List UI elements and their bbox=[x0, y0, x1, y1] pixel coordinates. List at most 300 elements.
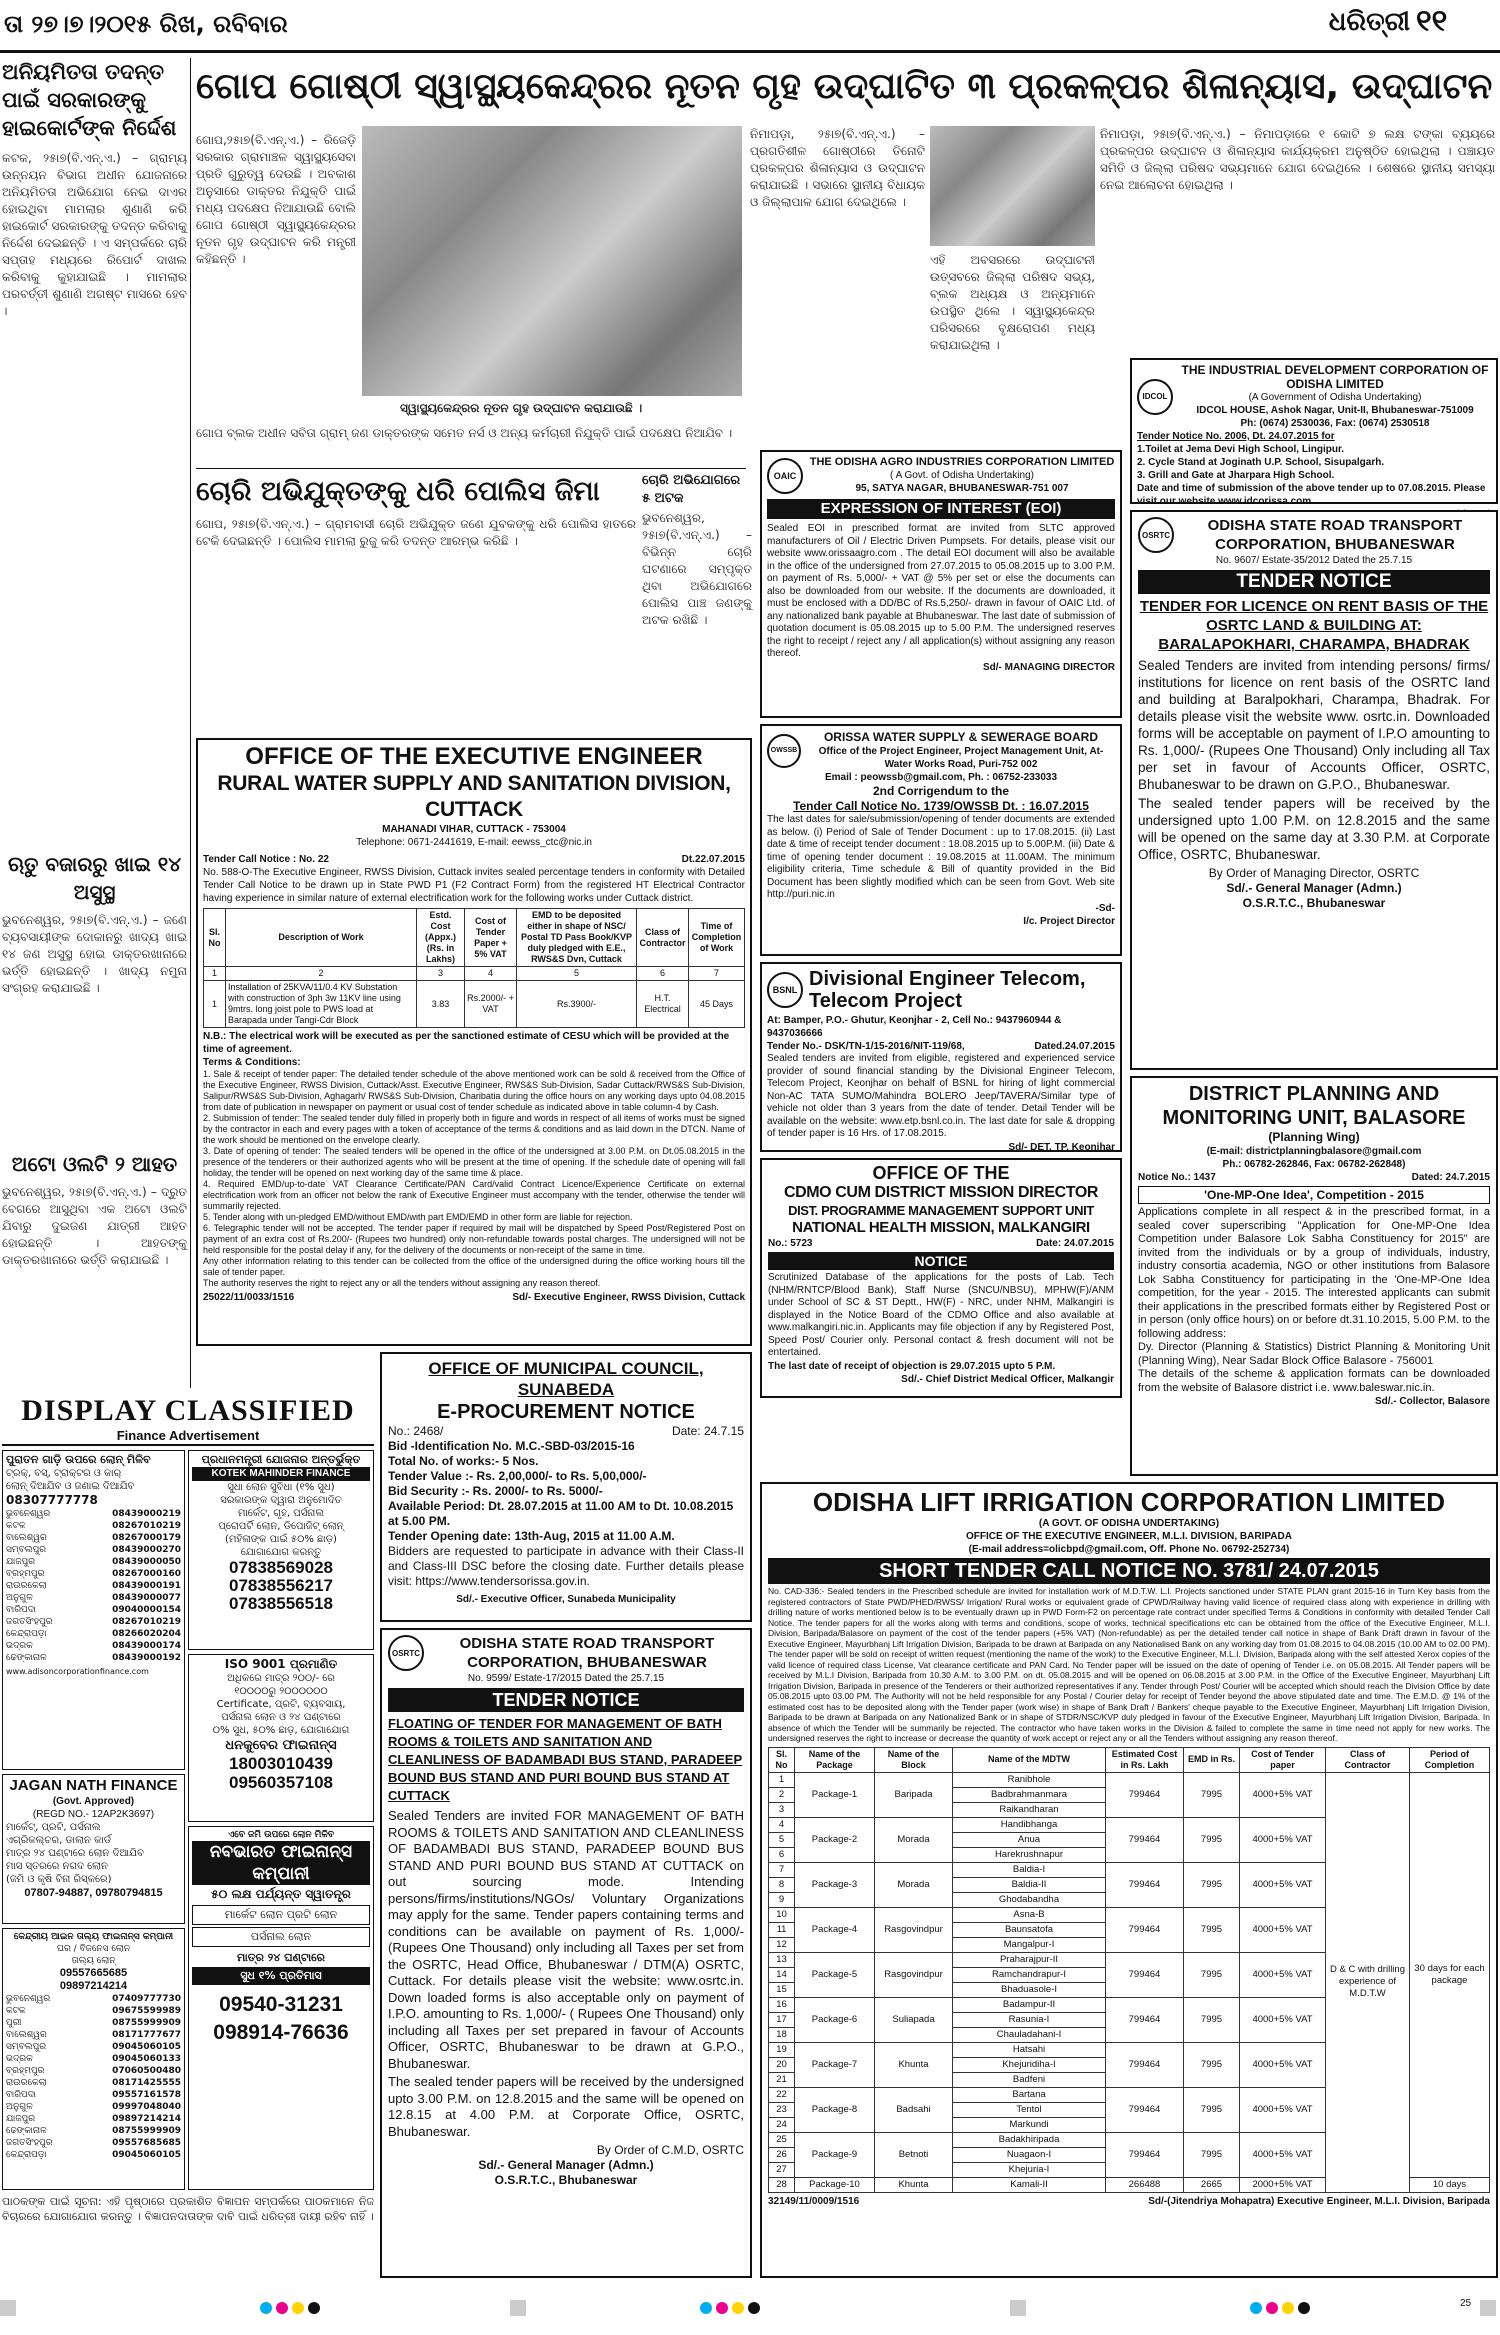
bsnl-title: Divisional Engineer Telecom, Telecom Project bbox=[809, 968, 1086, 1012]
phone-city: ଢେଙ୍କାନାଳ bbox=[6, 2126, 47, 2136]
theft-headline-2: ଚୋରି ଅଭିଯୋଗରେ ୫ ଅଟକ bbox=[642, 473, 741, 506]
classified-block-2 bbox=[188, 1450, 374, 1650]
cls1-head: ପୁରାତନ ଗାଡ଼ି ଉପରେ ଲୋନ୍ ମିଳିବ bbox=[6, 1453, 151, 1466]
phone-list-row bbox=[6, 1616, 181, 1628]
lead-body-2: ଗୋପ ବ୍ଲକ ଅଧୀନ ସବିତା ଗ୍ରାମ୍ ଜଣ ଡାକ୍ତରଙ୍କ ସମେତ ନର୍ସ ଓ ଅନ୍ୟ କର୍ମଚାରୀ ନିଯୁକ୍ତି ପାଇଁ ପଦକ୍ଷେପ ନିଆଯିବ । bbox=[196, 426, 733, 440]
olic-ref: 32149/11/0009/1516 bbox=[768, 2195, 860, 2207]
phone-number: 08267000160 bbox=[112, 1569, 181, 1579]
olic-cell: Khejuridiha-I bbox=[953, 2057, 1106, 2072]
phone-number: 08439000191 bbox=[112, 1581, 181, 1591]
lead-body-1: ଗୋପ,୨୫ା୭(ବି.ଏନ୍.ଏ.) – ରିଜେଡ଼ି ସରକାର ଗ୍ରାମାଞ୍ଚଳ ସ୍ୱାସ୍ଥ୍ୟସେବା ପ୍ରତି ଗୁରୁତ୍ୱ ଦେଉଛି । ଅବକାଶ ଅନୁସାରେ ଡାକ୍ତର ନିଯୁକ୍ତି ପାଇଁ ମଧ୍ୟ ପଦକ୍ଷେପ ନିଆଯାଉଛି ବୋଲି ଗୋପ ଗୋଷ୍ଠୀ ସ୍ୱାସ୍ଥ୍ୟକେନ୍ଦ୍ରର ନୂତନ ଗୃହ ଉଦ୍‌ଘାଟନ କରି ମନ୍ତ୍ରୀ କହିଛନ୍ତି । bbox=[196, 133, 356, 266]
rwss-ref: 25022/11/0033/1516 bbox=[203, 1292, 295, 1303]
owssb-logo-icon: OWSSB bbox=[767, 734, 801, 768]
olic-cell: 799464 bbox=[1106, 2042, 1184, 2087]
olic-cell: 22 bbox=[769, 2087, 795, 2102]
phone-number: 08267000179 bbox=[112, 1533, 181, 1543]
phone-list-row bbox=[6, 2137, 181, 2149]
masthead-rule bbox=[0, 50, 1500, 53]
rwss-th: Cost of Tender Paper + 5% VAT bbox=[465, 909, 517, 967]
olic-cell: Asna-B bbox=[953, 1907, 1106, 1922]
olic-cell: Badakhiripada bbox=[953, 2132, 1106, 2147]
phone-list-row bbox=[6, 2125, 181, 2137]
olic-cell: Kamali-II bbox=[953, 2177, 1106, 2192]
rwss-cell: 3.83 bbox=[417, 981, 465, 1028]
theft-headline: ଚୋରି ଅଭିଯୁକ୍ତଙ୍କୁ ଧରି ପୋଲିସ ଜିମା bbox=[196, 476, 600, 507]
rwss-cell: 45 Days bbox=[689, 981, 745, 1028]
olic-cell: 799464 bbox=[1106, 1817, 1184, 1862]
sunabeda-date: Date: 24.7.15 bbox=[671, 1424, 744, 1438]
phone-number: 08171777677 bbox=[112, 2030, 181, 2040]
phone-number: 08755999909 bbox=[112, 2018, 181, 2028]
phone-city: କେନ୍ଦ୍ରାପଡ଼ା bbox=[6, 1629, 47, 1639]
nhm-body: Scrutinized Database of the applications for the posts of Lab. Tech (NHM/RNTCP/Blood Bank), Staff Nurse (SNCU/NBSU), MPHW(F)/ANM under School of SC & ST Deptt., HW(F) - NRC, under NHM, Malkangiri is displayed in the Notice Board of the CDMO Office and also available at www.malkangiri.nic.in. Applicants may file objection if any by Registered Post, Speed Post/ Courier only. Personal contact & fresh document will not be entertained. bbox=[768, 1272, 1114, 1358]
cls6-phone: 09540-31231 bbox=[219, 1993, 343, 2016]
theft-rule bbox=[196, 468, 746, 469]
olic-th: Name of the Package bbox=[795, 1747, 875, 1772]
agro-sub: ( A Govt. of Odisha Undertaking) bbox=[890, 470, 1034, 481]
phone-number: 09045060105 bbox=[112, 2042, 181, 2052]
olic-th: Sl. No bbox=[769, 1747, 795, 1772]
rwss-th: Estd. Cost (Appx.) (Rs. in Lakhs) bbox=[417, 909, 465, 967]
olic-cell: 4000+5% VAT bbox=[1240, 2132, 1326, 2177]
olic-cell: Suliapada bbox=[875, 1997, 953, 2042]
phone-number: 09045060133 bbox=[112, 2054, 181, 2064]
osrtc2-sign-1: Sd/.- General Manager (Admn.) bbox=[478, 2158, 654, 2172]
phone-list-row bbox=[6, 2053, 181, 2065]
nhm-line-2: CDMO CUM DISTRICT MISSION DIRECTOR bbox=[783, 1184, 1099, 1201]
osrtc2-by: By Order of C.M.D, OSRTC bbox=[596, 2143, 744, 2157]
phone-list-row bbox=[6, 1580, 181, 1592]
nhm-date: Date: 24.07.2015 bbox=[1036, 1238, 1114, 1249]
left-headline-1: ଅନିୟମିତତା ତଦନ୍ତ ପାଇଁ ସରକାରଙ୍କୁ ହାଇକୋର୍ଟଙ୍କ ନିର୍ଦ୍ଦେଶ bbox=[2, 60, 177, 140]
cls5-phone: 09557665685 bbox=[59, 1967, 128, 1979]
ad-rwss bbox=[196, 738, 752, 1346]
olic-cell: 7995 bbox=[1184, 1817, 1240, 1862]
rwss-title-1: OFFICE OF THE EXECUTIVE ENGINEER bbox=[245, 743, 703, 770]
cls2-line: (ମହିଳାଙ୍କ ପାଇଁ ୫୦% ଛାଡ଼) bbox=[225, 1534, 337, 1545]
olic-cell: 799464 bbox=[1106, 2087, 1184, 2132]
sunabeda-line: Total No. of works:- 5 Nos. bbox=[388, 1454, 539, 1468]
cls2-line: ସୁଧା ଲୋନ ସୁବିଧା (୧% ସୁଧ) bbox=[227, 1482, 335, 1493]
osrtc2-body-2: The sealed tender papers will be received by the undersigned upto 3.00 P.M. on 12.8.2015 and the same will be opened on 12.8.15 at 4.00 P.M. at Corporate Office, OSRTC, Bhubaneswar. bbox=[388, 2074, 744, 2139]
sunabeda-no: No.: 2468/ bbox=[388, 1424, 444, 1438]
dpmu-comp: 'One-MP-One Idea', Competition - 2015 bbox=[1138, 1186, 1490, 1204]
rwss-cell: 1 bbox=[204, 981, 226, 1028]
nhm-line-4: NATIONAL HEALTH MISSION, MALKANGIRI bbox=[792, 1219, 1090, 1236]
cls5-phone: 09897214214 bbox=[59, 1980, 128, 1992]
color-dots bbox=[700, 2302, 760, 2314]
olic-title: ODISHA LIFT IRRIGATION CORPORATION LIMITED bbox=[812, 1487, 1446, 1517]
sunabeda-sign: Sd/.- Executive Officer, Sunabeda Municipality bbox=[456, 1594, 676, 1605]
olic-cell: Package-8 bbox=[795, 2087, 875, 2132]
olic-cell: 20 bbox=[769, 2057, 795, 2072]
phone-list-row bbox=[6, 1652, 181, 1664]
olic-cell: Markundi bbox=[953, 2117, 1106, 2132]
rwss-th: EMD to be deposited either in shape of NSC/ Postal TD Pass Book/KVP duly pledged with E.E., RWS&S Dvn, Cuttack bbox=[517, 909, 637, 967]
cls6-head: ନବଭାରତ ଫାଇନାନ୍ସ କମ୍ପାନୀ bbox=[192, 1841, 370, 1885]
osrtc2-body: Sealed Tenders are invited FOR MANAGEMENT OF BATH ROOMS & TOILETS AND SANITATION AND CLEANLINESS OF BADAMBADI BUS STAND, PARADEEP BOUND BUS STAND AND PURI BOUND BUS STAND AT CUTTACK on out sourcing mode. Intending persons/firms/institutions/NGOs/ Voluntary Organizations may apply for the same. Tender papers containing terms and conditions can be available on payment of Rs. 1,000/- (Rupees One Thousand) only including all Taxes per set from the OSRTC, Head Office, Bhubaneswar / DTM(A) OSRTC, Cuttack. For details please visit the website: www.osrtc.in. Down loaded forms is also acceptable only on payment of I.P.O. amounting to Rs. 1,000/- ( Rupees One Thousand) only including all Taxes per set prepared in favour of Accounts Officer, OSRTC, Bhubaneswar to be drawn at G.P.O., Bhubaneswar. bbox=[388, 1808, 744, 2071]
cls1-web: www.adisoncorporationfinance.com bbox=[6, 1667, 149, 1676]
olic-cell: 4000+5% VAT bbox=[1240, 2087, 1326, 2132]
olic-th: Estimated Cost in Rs. Lakh bbox=[1106, 1747, 1184, 1772]
phone-number: 09997048040 bbox=[112, 2102, 181, 2112]
sunabeda-line: Tender Opening date: 13th-Aug, 2015 at 11.00 A.M. bbox=[388, 1529, 675, 1543]
phone-city: ରାଉରକେଲା bbox=[6, 2078, 47, 2088]
cls4-phone: 18003010439 bbox=[228, 1754, 333, 1773]
phone-number: 07409777730 bbox=[112, 1994, 181, 2004]
cls4-line: ୦% ସୁଧ, ୫୦% ଛାଡ଼, ଯୋଗାଯୋଗ bbox=[212, 1725, 350, 1736]
osrtc2-sign-2: O.S.R.T.C., Bhubaneswar bbox=[494, 2173, 638, 2187]
bsnl-sign: Sd/- DET, TP, Keonjhar bbox=[1008, 1141, 1115, 1153]
olic-row bbox=[769, 1772, 1490, 1787]
rwss-num: 4 bbox=[465, 967, 517, 981]
phone-city: ଯାଜପୁର bbox=[6, 2114, 36, 2124]
cls4-line: ପର୍ସନାଲ ଲୋନ ଓ ୨୪ ଘଣ୍ଟାରେ bbox=[221, 1712, 341, 1723]
phone-list-row bbox=[6, 1640, 181, 1652]
rwss-num: 3 bbox=[417, 967, 465, 981]
cls4-line: ୧୦୦୦୦ରୁ ୨୦୦୦୦୦୦ bbox=[234, 1686, 328, 1697]
phone-city: ଭଦ୍ରକ bbox=[6, 1641, 33, 1651]
owssb-sign-1: -Sd- bbox=[1095, 902, 1115, 914]
classified-block-6 bbox=[188, 1826, 374, 2190]
bsnl-addr: At: Bamper, P.O.- Ghutur, Keonjhar - 2, Cell No.: 9437960944 & 9437036666 bbox=[767, 1015, 1062, 1039]
rwss-term: 1. Sale & receipt of tender paper: The detailed tender schedule of the above mentioned work can be sold & received from the Office of the Executive Engineer, RWSS Division, Cuttack/Asst. Executive Engineer, RWS&S Sub-Division, Sadar Cuttack/RWS&S Sub-Division, Salipur/RWS&S Sub-Division, Aghagarh/ RWS&S Sub-Division, Charibatia during the office hours on any working days upto 04.08.2015 from date of publication in newspaper on payment or usual cost of tender schedule as indicated above in table column-4 by Cash. bbox=[203, 1069, 745, 1112]
reg-bar bbox=[510, 2300, 526, 2316]
olic-cell: Baldia-I bbox=[953, 1862, 1106, 1877]
phone-number: 09675599989 bbox=[112, 2006, 181, 2016]
phone-list-row bbox=[6, 2017, 181, 2029]
phone-number: 08267010219 bbox=[112, 1617, 181, 1627]
osrtc2-title: FLOATING OF TENDER FOR MANAGEMENT OF BATH ROOMS & TOILETS AND SANITATION AND CLEANLINESS OF BADAMBADI BUS STAND, PARADEEP BOUND BUS STAND AND PURI BOUND BUS STAND AT CUTTACK bbox=[388, 1716, 743, 1803]
cls6-phone: 098914-76636 bbox=[213, 2021, 349, 2044]
olic-cell: Morada bbox=[875, 1862, 953, 1907]
olic-cell: 26 bbox=[769, 2147, 795, 2162]
phone-number: 09045060105 bbox=[112, 2150, 181, 2160]
cls3-line: ଏଗ୍ରିକଲ୍ଚର, ଡାଲାନ କାର୍ଡ bbox=[6, 1835, 112, 1846]
dpmu-sub: (Planning Wing) bbox=[1268, 1130, 1360, 1144]
rwss-term: 4. Required EMD/up-to-date VAT Clearance Certificate/PAN Card/valid Contract Licence/Experience Certificate on external electrification work from an officer not below the rank of Executive Engineer must accompany with the tender, otherwise the tender will summarily rejected. bbox=[203, 1179, 745, 1211]
left-body-3: ଭୁବନେଶ୍ୱର, ୨୫ା୭(ବି.ଏନ୍.ଏ.) – ଦ୍ରୁତ ବେଗରେ ଆସୁଥିବା ଏକ ଅଟୋ ଓଲଟି ଯିବାରୁ ଦୁଇଜଣ ଯାତ୍ରୀ ଆହତ ହୋଇଛନ୍ତି । ଆହତଙ୍କୁ ଡାକ୍ତରଖାନାରେ ଭର୍ତ୍ତି କରାଯାଇଛି । bbox=[2, 1185, 187, 1267]
nhm-last: The last date of receipt of objection is 29.07.2015 upto 5 P.M. bbox=[768, 1360, 1056, 1372]
osrtc1-body: Sealed Tenders are invited from intending persons/ firms/ institutions for licence on rent basis of the OSRTC land and building at Baralpokhari, Charampa, Bhadrak. For details please visit the website www. osrtc.in. Downloaded forms will be acceptable on payment of I.P.O amounting to Rs. 1,000/- (Rupees One Thousand) Only including all Tax per set in favour of Accounts Officer, OSRTC, Bhubaneswar to be drawn on G.P.O., Bhubaneswar. bbox=[1138, 658, 1490, 792]
phone-city: ବ୍ରହ୍ମପୁର bbox=[6, 1569, 45, 1579]
cls4-line: ଅଧିକରେ ମାତ୍ର ୨୦୦/- ରେ bbox=[227, 1673, 335, 1684]
ad-olic bbox=[760, 1482, 1498, 2278]
olic-cell: 799464 bbox=[1106, 1952, 1184, 1997]
phone-number: 08267010219 bbox=[112, 1521, 181, 1531]
classified-foot: ପାଠକଙ୍କ ପାଇଁ ସୂଚନା: ଏହି ପୃଷ୍ଠାରେ ପ୍ରକାଶିତ ବିଜ୍ଞାପନ ସମ୍ପର୍କରେ ପାଠକମାନେ ନିଜ ବିଚାରରେ ଯୋଗାଯୋଗ କରନ୍ତୁ । ବିଜ୍ଞାପନଦାତାଙ୍କ ଦାବି ପାଇଁ ଧରିତ୍ରୀ ଦାୟୀ ରହିବ ନାହିଁ । bbox=[2, 2195, 374, 2223]
footer-page-no: 25 bbox=[1460, 2298, 1472, 2309]
cls2-brand: KOTEK MAHINDER FINANCE bbox=[192, 1467, 370, 1481]
masthead-brand: ଧରିତ୍ରୀ bbox=[1328, 7, 1410, 37]
olic-cell: 2 bbox=[769, 1787, 795, 1802]
olic-th: Period of Completion bbox=[1410, 1747, 1490, 1772]
osrtc2-bar: TENDER NOTICE bbox=[388, 1688, 744, 1712]
dpmu-ph: Ph.: 06782-262846, Fax: 06782-262848) bbox=[1222, 1159, 1406, 1170]
cls3-line: ମାସ ସ୍ତରରେ ନଗଦ ଲୋନ bbox=[6, 1861, 108, 1872]
olic-th: Name of the Block bbox=[875, 1747, 953, 1772]
rwss-num: 5 bbox=[517, 967, 637, 981]
col-rule-left bbox=[190, 58, 191, 1388]
cls3-line: ମାର୍କେଟ୍, ପ୍ରଟି, ପର୍ସନାଲ bbox=[6, 1822, 101, 1833]
olic-cell: 6 bbox=[769, 1847, 795, 1862]
olic-cell: 799464 bbox=[1106, 1862, 1184, 1907]
phone-list-row bbox=[6, 2113, 181, 2125]
idco-item: 3. Grill and Gate at Jharpara High School. bbox=[1137, 470, 1335, 481]
sunabeda-line: Tender Value :- Rs. 2,00,000/- to Rs. 5,00,000/- bbox=[388, 1469, 647, 1483]
lead-body-3: ନିମାପଡ଼ା, ୨୫ା୭(ବି.ଏନ୍.ଏ.) – ପ୍ରଗତିଶୀଳ ଗୋଷ୍ଠୀରେ ତିନୋଟି ପ୍ରକଳ୍ପର ଶିଳାନ୍ୟାସ ଓ ଉଦ୍‌ଘାଟନ କରାଯାଇଛି । ସଭାରେ ସ୍ଥାନୀୟ ବିଧାୟକ ଓ ଜିଲ୍ଲାପାଳ ଯୋଗ ଦେଇଥିଲେ । bbox=[750, 127, 925, 209]
phone-city: କଟକ bbox=[6, 2006, 26, 2016]
olic-cell: Package-3 bbox=[795, 1862, 875, 1907]
bsnl-body: Sealed tenders are invited from eligible, registered and experienced service provider of sound financial standing by the Divisional Engineer Telecom, Telecom Project, Keonjhar on behalf of BSNL for hiring of light commercial Non-AC TATA SUMO/Mahindra BOLERO Jeep/TAVERA/Similar type of vehicle not older than 3 years from the date of tender. Detail Tender will be available on the website: www.etp.bsnl.co.in. The last date for sale & dropping of tender paper is 16 Hrs. of 17.08.2015. bbox=[767, 1053, 1115, 1139]
olic-cell: 18 bbox=[769, 2027, 795, 2042]
rwss-num: 1 bbox=[204, 967, 226, 981]
phone-city: ଜଗତସିଂହପୁର bbox=[6, 2138, 53, 2148]
olic-cell: 4000+5% VAT bbox=[1240, 1952, 1326, 1997]
reg-bar bbox=[1010, 2300, 1026, 2316]
rwss-th: Time of Completion of Work bbox=[689, 909, 745, 967]
olic-cell: Rasgovindpur bbox=[875, 1907, 953, 1952]
olic-table bbox=[768, 1747, 1490, 2193]
osrtc1-sign-1: Sd/.- General Manager (Admn.) bbox=[1226, 881, 1402, 895]
cls3-line: (ଜମି ଓ କୃଷି ବିନା ରିସ୍କରେ) bbox=[6, 1874, 112, 1885]
agro-sign: Sd/- MANAGING DIRECTOR bbox=[982, 661, 1115, 673]
olic-cell: Package-2 bbox=[795, 1817, 875, 1862]
cls2-line: ପ୍ରୋପର୍ଟି ଲୋନ, ଡିପୋଜିଟ୍ ଲୋନ୍ bbox=[218, 1521, 344, 1532]
idco-item: 2. Cycle Stand at Joginath U.P. School, Sisupalgarh. bbox=[1137, 457, 1385, 468]
phone-number: 09040000154 bbox=[112, 1605, 181, 1615]
bsnl-date: Dated.24.07.2015 bbox=[1034, 1041, 1115, 1052]
sunabeda-line: Bid Security :- Rs. 2000/- to Rs. 5000/- bbox=[388, 1484, 603, 1498]
rwss-num: 7 bbox=[689, 967, 745, 981]
olic-cell: Package-7 bbox=[795, 2042, 875, 2087]
osrtc1-sign-2: O.S.R.T.C., Bhubaneswar bbox=[1242, 896, 1386, 910]
phone-number: 08755999909 bbox=[112, 2126, 181, 2136]
olic-body: No. CAD-336:- Sealed tenders in the Prescribed schedule are invited for installation work of M.D.T.W. L.I. Projects sanctioned under STATE PLAN grant 2015-16 in Turn Key basis from the registered contractors of State PWD/PHED/RWSS/ Irrigation/ Rural works or equivalent grade of CPWD/Railway having valid licence of required class along with experience in drilling with drilling nature of works mentioned below is to be eventually drawn up in PWD Form-F2 on percentage rate contract under specified Terms & Conditions in conformity with detailed Tender Call Notice. The tender papers for all the works along with terms and conditions, scope of works, technical specifications etc can be obtained from the office of the Executive Engineer, M.L.I. Division, Baripada/Balasore on payment of the cost of the tender papers (+5% VAT) (Non-refundable) as per the detailed tender call notice in shape of Bank Draft drawn in favour of the Executive Engineer, Mayurbhanj Lift Irrigation Division, Baripada to be drawn at Baripada on any Nationalised Bank on any working day from 01.08.2015 to 04.08.2015 (10.00 AM to 02.00 PM). The tender paper will be sold on receipt of written request (mentioning the name of the work) to the Executive Engineer, M.L.I. Division, Baripada along with the self attested Xerox copies of the valid licence of required class License, Vat clearance certificate and PAN Card. No Tender paper will be issued on the date of opening of Tender i.e. on 05.08.2015. All Tender papers will be received by M.L.I Division, Baripada from 10.30 A.M. to 3.00 P.M. on dt. 05.08.2015 and will be opened on 06.08.2015 at 3.00 P.M. in the Office of the Executive Engineer, Mayurbhanj Lift Irrigation Division, Baripada in presence of the Tenderers or their authorized representatives if any. Tender through Post/ Courier will be accepted which should reach the Division Office by date 05.08.2015 upto 03.00 PM. The Authority will not be held responsible for any Postal / Courier delay for receipt of Tender beyond the above stipulated date and time. The E.M.D. @ 1% of the estimated cost has to be deposited along with the Tender paper (work wise) in shape of Bank Draft / Bankers' cheque payable to the Executive Engineer, Mayurbhanj Lift Irrigation Division, Baripada to be drawn at Baripada on any Nationalized Bank or in shape of STDR/NSC/KVP duly pledged in favour of the Executive Engineer, Mayurbhanj Lift Irrigation Division, Baripada. In absence of which the Tender will be summarily be rejected. The contractor who have taken works in the Division & failed to complete the same in time need not apply for new works. The undersigned reserves the right to increase or decrease the quantity of work accept or reject any or all the Tenders without assigning any reason thereof. bbox=[768, 1586, 1490, 1743]
phone-list-row bbox=[6, 2077, 181, 2089]
olic-cell: Badfeni bbox=[953, 2072, 1106, 2087]
olic-cell: 16 bbox=[769, 1997, 795, 2012]
osrtc1-body-2: The sealed tender papers will be received by the undersigned upto 1.00 P.M. on 12.8.2015 and the same will be opened on the same day at 3.30 P.M. at Corporate Office, OSRTC, Bhubaneswar. bbox=[1138, 796, 1490, 862]
olic-cell: 21 bbox=[769, 2072, 795, 2087]
olic-cell: 14 bbox=[769, 1967, 795, 1982]
olic-cell: 4 bbox=[769, 1817, 795, 1832]
sunabeda-line: Bid -Identification No. M.C.-SBD-03/2015-16 bbox=[388, 1439, 635, 1453]
osrtc-logo-icon: OSRTC bbox=[1138, 517, 1174, 553]
page-number: ୧୧ bbox=[1416, 4, 1448, 39]
olic-cell: 5 bbox=[769, 1832, 795, 1847]
phone-list-row bbox=[6, 1628, 181, 1640]
phone-city: କଟକ bbox=[6, 1521, 26, 1531]
olic-cell: Khejuria-I bbox=[953, 2162, 1106, 2177]
olic-cell: 4000+5% VAT bbox=[1240, 1772, 1326, 1817]
phone-city: ବ୍ରହ୍ମପୁର bbox=[6, 2066, 45, 2076]
left-body-1: କଟକ, ୨୫ା୭(ବି.ଏନ୍.ଏ.) – ଗ୍ରାମ୍ୟ ଉନ୍ନୟନ ବିଭାଗ ଅଧୀନ ଯୋଜନାରେ ଅନିୟମିତତା ଅଭିଯୋଗ ନେଇ ଦାଏର ହୋଇଥିବା ମାମଲାର ଶୁଣାଣି କରି ହାଇକୋର୍ଟ ସରକାରଙ୍କୁ ତଦନ୍ତ କରିବାକୁ ନିର୍ଦ୍ଦେଶ ଦେଇଛନ୍ତି । ଏ ସମ୍ପର୍କରେ ଚାରି ସପ୍ତାହ ମଧ୍ୟରେ ରିପୋର୍ଟ ଦାଖଲ କରିବାକୁ କୁହାଯାଇଛି । ମାମଲାର ପରବର୍ତ୍ତୀ ଶୁଣାଣି ଅଗଷ୍ଟ ମାସରେ ହେବ । bbox=[2, 151, 187, 318]
olic-cell: 7995 bbox=[1184, 2042, 1240, 2087]
cls4-head: ISO 9001 ପ୍ରମାଣିତ bbox=[224, 1657, 338, 1671]
dpmu-no: Notice No.: 1437 bbox=[1138, 1172, 1216, 1183]
phone-list-row bbox=[6, 1544, 181, 1556]
olic-cell: 2665 bbox=[1184, 2177, 1240, 2192]
olic-cell: Badbrahmanmara bbox=[953, 1787, 1106, 1802]
theft-body: ଗୋପ, ୨୫ା୭(ବି.ଏନ୍.ଏ.) – ଗ୍ରାମବାସୀ ଚୋରି ଅଭିଯୁକ୍ତ ଜଣେ ଯୁବକଙ୍କୁ ଧରି ପୋଲିସ ହାତରେ ଟେକି ଦେଇଛନ୍ତି । ପୋଲିସ ମାମଲା ରୁଜୁ କରି ତଦନ୍ତ ଆରମ୍ଭ କରିଛି । bbox=[196, 517, 636, 548]
phone-list-row bbox=[6, 2005, 181, 2017]
phone-number: 07060500480 bbox=[112, 2066, 181, 2076]
olic-cell: 4000+5% VAT bbox=[1240, 1817, 1326, 1862]
rwss-terms: Terms & Conditions: bbox=[203, 1057, 301, 1068]
rwss-th: Description of Work bbox=[226, 909, 417, 967]
olic-cell: Raikandharan bbox=[953, 1802, 1106, 1817]
rwss-cell: Installation of 25KVA/11/0.4 KV Substation with construction of 3ph 3w 11KV line using 9mtrs. long joist pole to PWS load at Barapada under Tangi-Cdr Block bbox=[226, 981, 417, 1028]
olic-cell: 799464 bbox=[1106, 1907, 1184, 1952]
olic-cell: Praharajpur-II bbox=[953, 1952, 1106, 1967]
sunabeda-title-2: E-PROCUREMENT NOTICE bbox=[437, 1401, 695, 1423]
phone-city: ବାରିପଦା bbox=[6, 1605, 36, 1615]
idco-item: 1.Toilet at Jema Devi High School, Lingipur. bbox=[1137, 444, 1345, 455]
olic-office: OFFICE OF THE EXECUTIVE ENGINEER, M.L.I. DIVISION, BARIPADA bbox=[966, 1531, 1292, 1542]
olic-cell: 9 bbox=[769, 1892, 795, 1907]
osrtc1-bar: TENDER NOTICE bbox=[1138, 570, 1490, 594]
owssb-sign-2: I/c. Project Director bbox=[1023, 915, 1115, 927]
left-headline-2: ଋତୁ ବଜାରରୁ ଖାଇ ୧୪ ଅସୁସ୍ଥ bbox=[7, 852, 182, 904]
owssb-org: ORISSA WATER SUPPLY & SEWERAGE BOARD bbox=[823, 730, 1099, 744]
olic-cell: 10 bbox=[769, 1907, 795, 1922]
cls6-line: ସୁଧ ୧% ପ୍ରତିମାସ bbox=[192, 1967, 370, 1985]
phone-number: 08439000050 bbox=[112, 1557, 181, 1567]
classified-block-4 bbox=[188, 1654, 374, 1822]
phone-list-row bbox=[6, 1520, 181, 1532]
idco-org: THE INDUSTRIAL DEVELOPMENT CORPORATION OF ODISHA LIMITED bbox=[1181, 363, 1489, 391]
ad-dpmu bbox=[1130, 1076, 1498, 1476]
phone-list-row bbox=[6, 1592, 181, 1604]
olic-cell: Morada bbox=[875, 1817, 953, 1862]
nhm-bar: NOTICE bbox=[768, 1252, 1114, 1270]
rwss-term: The authority reserves the right to reject any or all the tenders without assigning any reason thereof. bbox=[203, 1278, 601, 1288]
cls4-brand: ଧନକୁବେର ଫାଇନାନ୍ସ bbox=[225, 1738, 337, 1753]
olic-cell: 15 bbox=[769, 1982, 795, 1997]
cls3-line: ମାତ୍ର ୨୪ ଘଣ୍ଟାରେ ଲୋନ ଦିଆଯିବ bbox=[6, 1848, 144, 1859]
olic-cell: Betnoti bbox=[875, 2132, 953, 2177]
rwss-num: 2 bbox=[226, 967, 417, 981]
rwss-title-2: RURAL WATER SUPPLY AND SANITATION DIVISION, CUTTACK bbox=[217, 772, 731, 821]
left-headline-3: ଅଟୋ ଓଲଟି ୨ ଆହତ bbox=[11, 1152, 178, 1176]
cls6-line: ମାତ୍ର ୨୪ ଘଣ୍ଟାରେ bbox=[237, 1951, 325, 1964]
ad-osrtc-2 bbox=[380, 1628, 752, 2278]
nhm-no: No.: 5723 bbox=[768, 1238, 813, 1249]
olic-cell: 2000+5% VAT bbox=[1240, 2177, 1326, 2192]
olic-cell: 3 bbox=[769, 1802, 795, 1817]
cls1-line: ଟ୍ରକ୍, ବସ୍, ଟ୍ରାକ୍ଟର ଓ କାର୍ bbox=[6, 1468, 122, 1479]
cls2-phone: 07838569028 bbox=[228, 1558, 333, 1577]
agro-bar: EXPRESSION OF INTEREST (EOI) bbox=[767, 499, 1115, 519]
theft-body-2: ଭୁବନେଶ୍ୱର, ୨୫ା୭(ବି.ଏନ୍.ଏ.) – ବିଭିନ୍ନ ଚୋରି ଘଟଣାରେ ସମ୍ପୃକ୍ତ ଥିବା ଅଭିଯୋଗରେ ପୋଲିସ ପାଞ୍ଚ ଜଣଙ୍କୁ ଅଟକ ରଖିଛି । bbox=[642, 511, 752, 627]
nhm-line-1: OFFICE OF THE bbox=[872, 1163, 1010, 1183]
olic-cell: 799464 bbox=[1106, 2132, 1184, 2177]
olic-cell: Tentol bbox=[953, 2102, 1106, 2117]
cls1-line: 08307777778 bbox=[6, 1493, 98, 1507]
olic-cell: 7995 bbox=[1184, 1952, 1240, 1997]
phone-number: 08171425555 bbox=[112, 2078, 181, 2088]
olic-cell: 266488 bbox=[1106, 2177, 1184, 2192]
olic-cell: 4000+5% VAT bbox=[1240, 1907, 1326, 1952]
owssb-corr: 2nd Corrigendum to the bbox=[873, 784, 1009, 798]
phone-list-row bbox=[6, 2101, 181, 2113]
osrtc1-ref: No. 9607/ Estate-35/2012 Dated the 25.7.15 bbox=[1215, 555, 1413, 566]
phone-list-row bbox=[6, 2029, 181, 2041]
olic-cell: 28 bbox=[769, 2177, 795, 2192]
rwss-term: 6. Telegraphic tender will not be accepted. The tender paper if required by mail will be dispatched by Speed Post/Registered Post on payment of an extra cost of Rs.200/- (Rupees two hundred) only non-refundable towards postal charges. The undersigned will not be held responsible for the postal delay if any, for the delivery of the documents or non-receipt of the same in time. bbox=[203, 1223, 745, 1255]
cls4-line: Certificate, ପ୍ରଟି, ବ୍ୟବସାୟ, bbox=[216, 1699, 346, 1710]
olic-cell: 13 bbox=[769, 1952, 795, 1967]
olic-cell: 7995 bbox=[1184, 1772, 1240, 1817]
olic-cell: Ramchandrapur-I bbox=[953, 1967, 1106, 1982]
classified bbox=[2, 1394, 374, 2254]
cls3-phones: 07807-94887, 09780794815 bbox=[24, 1887, 163, 1899]
olic-cell: Rasgovindpur bbox=[875, 1952, 953, 1997]
rwss-cell: Rs.3900/- bbox=[517, 981, 637, 1028]
idco-notice: Tender Notice No. 2006, Dt. 24.07.2015 for bbox=[1137, 431, 1335, 442]
olic-cell: Harekrushnapur bbox=[953, 1847, 1106, 1862]
rwss-nb: N.B.: The electrical work will be executed as per the sanctioned estimate of CESU which will be provided at the time of agreement. bbox=[203, 1031, 730, 1055]
owssb-body: The last dates for sale/submission/opening of tender documents are extended as below. (i) Period of Sale of Tender Document : up to 17.08.2015. (ii) Last date & time of receipt tender document : 18.08.2015 up to 5.00P.M. (iii) Date & time of opening tender document : 19.08.2015 at 11.00AM. The minimum eligibility criteria, Time schedule & Bill of quantity provided in the Bid Document has been slightly modified which can be seen from Govt. Web site http://puri.nic.in bbox=[767, 814, 1115, 900]
olic-cell: 4000+5% VAT bbox=[1240, 1862, 1326, 1907]
phone-number: 08439000174 bbox=[112, 1641, 181, 1651]
olic-cell: 8 bbox=[769, 1877, 795, 1892]
cls1-line: ଲୋନ୍ ଦିଆଯିବ ଓ ଜଣାଇ ଦିଆଯିବ bbox=[6, 1481, 135, 1492]
rwss-date: Dt.22.07.2015 bbox=[681, 854, 745, 865]
rwss-table bbox=[203, 908, 745, 1028]
masthead bbox=[0, 0, 1500, 50]
olic-cell: Package-1 bbox=[795, 1772, 875, 1817]
cls2-line: ଯୋଗାଯୋଗ କରନ୍ତୁ bbox=[240, 1547, 322, 1558]
idco-logo-icon: IDCOL bbox=[1137, 379, 1173, 415]
cls3-head: JAGAN NATH FINANCE bbox=[9, 1777, 178, 1794]
olic-cell: Mangalpur-I bbox=[953, 1937, 1106, 1952]
olic-cell: 799464 bbox=[1106, 1772, 1184, 1817]
phone-number: 08439000192 bbox=[112, 1653, 181, 1663]
owssb-notice: Tender Call Notice No. 1739/OWSSB Dt. : 16.07.2015 bbox=[793, 799, 1089, 813]
phone-city: ସମ୍ବଲପୁର bbox=[6, 1545, 47, 1555]
rwss-num: 6 bbox=[637, 967, 689, 981]
olic-th: Cost of Tender paper bbox=[1240, 1747, 1326, 1772]
lead-headline: ଗୋପ ଗୋଷ୍ଠୀ ସ୍ୱାସ୍ଥ୍ୟକେନ୍ଦ୍ରର ନୂତନ ଗୃହ ଉଦ୍‌ଘାଟିତ ୩ ପ୍ରକଳ୍ପର ଶିଳାନ୍ୟାସ, ଉଦ୍‌ଘାଟନ bbox=[196, 66, 1493, 107]
left-body-2: ଭୁବନେଶ୍ୱର, ୨୫ା୭(ବି.ଏନ୍.ଏ.) – ଜଣେ ବ୍ୟବସାୟୀଙ୍କ ଦୋକାନରୁ ଖାଦ୍ୟ ଖାଇ ୧୪ ଜଣ ଅସୁସ୍ଥ ହୋଇ ଡାକ୍ତରଖାନାରେ ଭର୍ତ୍ତି ହୋଇଛନ୍ତି । ଖାଦ୍ୟ ନମୁନା ସଂଗ୍ରହ କରାଯାଇଛି । bbox=[2, 913, 187, 995]
phone-city: ଭୁବନେଶ୍ୱର bbox=[6, 1509, 51, 1519]
phone-city: ଅନୁଗୁଳ bbox=[6, 2102, 33, 2112]
rwss-intro: No. 588-O-The Executive Engineer, RWSS Division, Cuttack invites sealed percentage tenders in conformity with Detailed Tender Call Notice to be drawn up in State PWD P1 (F2 Contract Form) from the registered HT Electrical Contractor having experience in similar nature of external electrification work for the following works under Cuttack district. bbox=[203, 867, 745, 904]
lead-photo bbox=[362, 126, 742, 396]
olic-cell: 7995 bbox=[1184, 2087, 1240, 2132]
left-column bbox=[2, 58, 187, 1388]
sunabeda-line: Bidders are requested to participate in advance with their Class-II and Class-III DSC before the closing date. Further details please visit: https://www.tendersorissa.gov.in. bbox=[388, 1544, 744, 1588]
olic-cell: 4000+5% VAT bbox=[1240, 1997, 1326, 2042]
olic-cell: 7995 bbox=[1184, 1862, 1240, 1907]
cls6-line: ୫୦ ଲକ୍ଷ ପର୍ଯ୍ୟନ୍ତ ସ୍ୱାତନ୍ତ୍ର bbox=[211, 1887, 351, 1901]
olic-cell: Bhaduasole-I bbox=[953, 1982, 1106, 1997]
rwss-th: Class of Contractor bbox=[637, 909, 689, 967]
color-dots bbox=[260, 2302, 320, 2314]
cls3-reg: (REGD NO.- 12AP2K3697) bbox=[32, 1809, 155, 1820]
cls5-head: କେନ୍ଦ୍ରୀୟ ଆଇନ ତାଲ୍ୟ ଫାଇନାନ୍ସ କମ୍ପାନୀ bbox=[13, 1932, 174, 1942]
cls2-phone: 07838556518 bbox=[228, 1594, 333, 1613]
phone-number: 09897214214 bbox=[112, 2114, 181, 2124]
ad-owssb bbox=[760, 724, 1122, 956]
olic-cell: 7995 bbox=[1184, 2132, 1240, 2177]
classified-block-5 bbox=[2, 1928, 185, 2190]
dpmu-date: Dated: 24.7.2015 bbox=[1411, 1172, 1490, 1183]
olic-cell: Handibhanga bbox=[953, 1817, 1106, 1832]
footer bbox=[0, 2290, 1500, 2330]
